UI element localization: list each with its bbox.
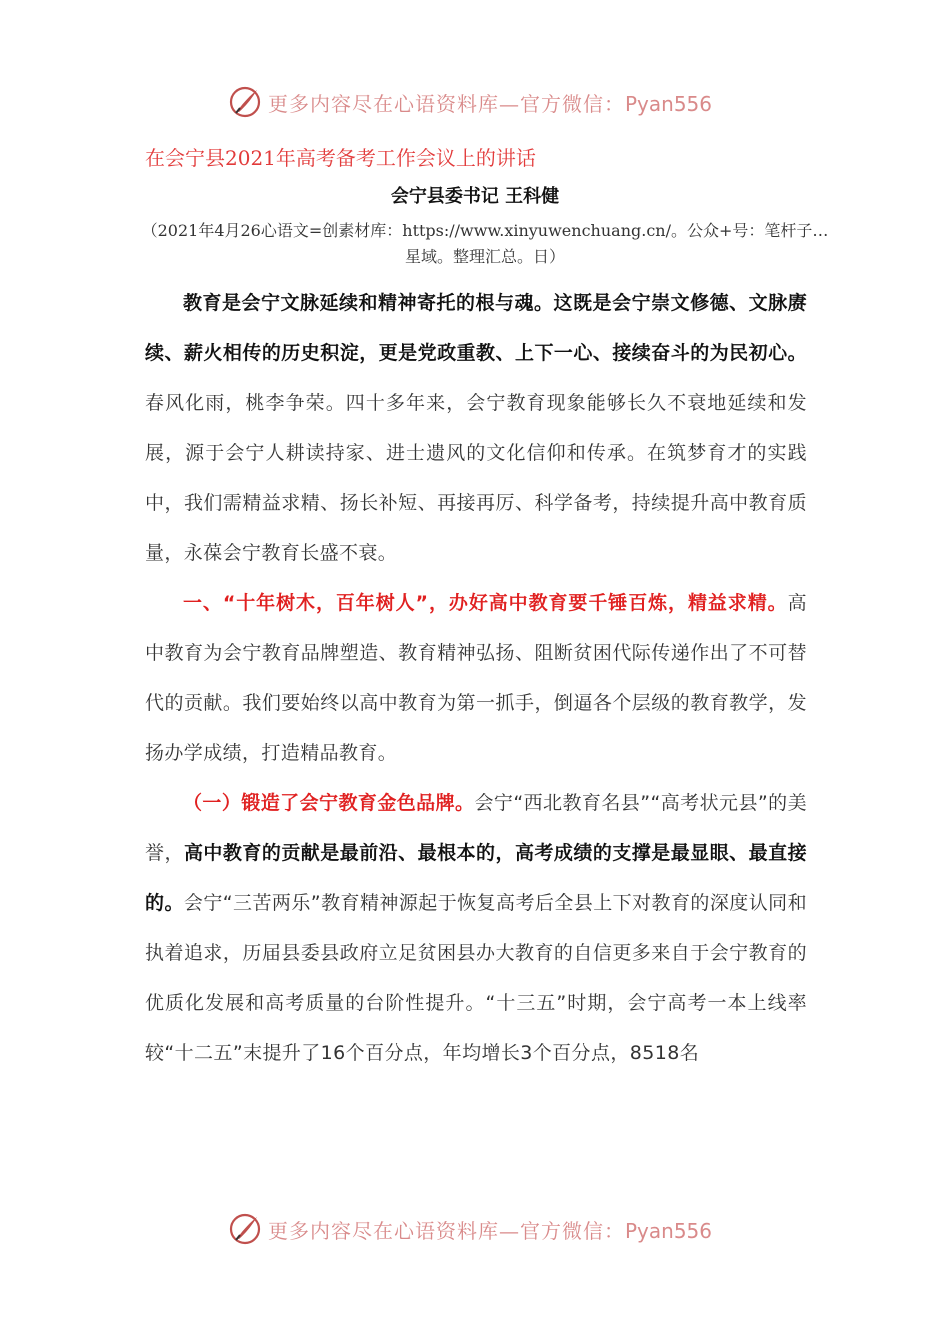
paragraph-3-text-a: 会宁“西北教育名县”“高考状元县”的美誉， xyxy=(145,792,807,864)
quill-logo-icon xyxy=(228,1212,262,1246)
watermark-top xyxy=(228,82,748,122)
watermark-id: Pyan556 xyxy=(625,91,713,116)
quill-logo-icon xyxy=(228,85,262,119)
watermark-text: 更多内容尽在心语资料库—官方微信：Pyan556 xyxy=(268,1218,713,1243)
paragraph-1-lead: 教育是会宁文脉延续和精神寄托的根与魂。这既是会宁崇文修德、文脉赓续、薪火相传的历史积淀，更是党政重教、上下一心、接续奋斗的为民初心。 xyxy=(145,292,807,364)
watermark-bottom xyxy=(228,1209,748,1249)
subsection-heading-1: （一）锻造了会宁教育金色品牌。 xyxy=(183,792,475,814)
document-title: 在会宁县2021年高考备考工作会议上的讲话 xyxy=(145,146,536,170)
paragraph-3 xyxy=(145,778,807,1078)
paragraph-3-text-b: 会宁“三苦两乐”教育精神源起于恢复高考后全县上下对教育的深度认同和执着追求，历届县委县政府立足贫困县办大教育的自信更多来自于会宁教育的优质化发展和高考质量的台阶性提升。“十三五”时期，会宁高考一本上线率较“十二五”末提升了16个百分点，年均增长3个百分点，8518名 xyxy=(145,892,807,1064)
watermark-text: 更多内容尽在心语资料库—官方微信：Pyan556 xyxy=(268,91,713,116)
paragraph-1-text: 春风化雨，桃李争荣。四十多年来，会宁教育现象能够长久不衰地延续和发展，源于会宁人耕读持家、进士遗风的文化信仰和传承。在筑梦育才的实践中，我们需精益求精、扬长补短、再接再厉、科学备考，持续提升高中教育质量，永葆会宁教育长盛不衰。 xyxy=(145,392,807,564)
paragraph-2-text: 高中教育为会宁教育品牌塑造、教育精神弘扬、阻断贫困代际传递作出了不可替代的贡献。我们要始终以高中教育为第一抓手，倒逼各个层级的教育教学，发扬办学成绩，打造精品教育。 xyxy=(145,592,807,764)
section-heading-1: 一、“十年树木，百年树人”，办好高中教育要千锤百炼，精益求精。 xyxy=(183,592,788,614)
paragraph-1 xyxy=(145,278,807,578)
document-source-note: （2021年4月26心语文=创素材库：https://www.xinyuwenchuang.cn/。公众+号：笔杆子…星域。整理汇总。日） xyxy=(141,221,829,266)
watermark-id: Pyan556 xyxy=(625,1218,713,1243)
paragraph-2 xyxy=(145,578,807,778)
document-author: 会宁县委书记 王科健 xyxy=(390,186,560,207)
paragraph-3-emphasis: 高中教育的贡献是最前沿、最根本的，高考成绩的支撑是最显眼、最直接的。 xyxy=(145,842,807,914)
document-body xyxy=(145,278,807,1078)
